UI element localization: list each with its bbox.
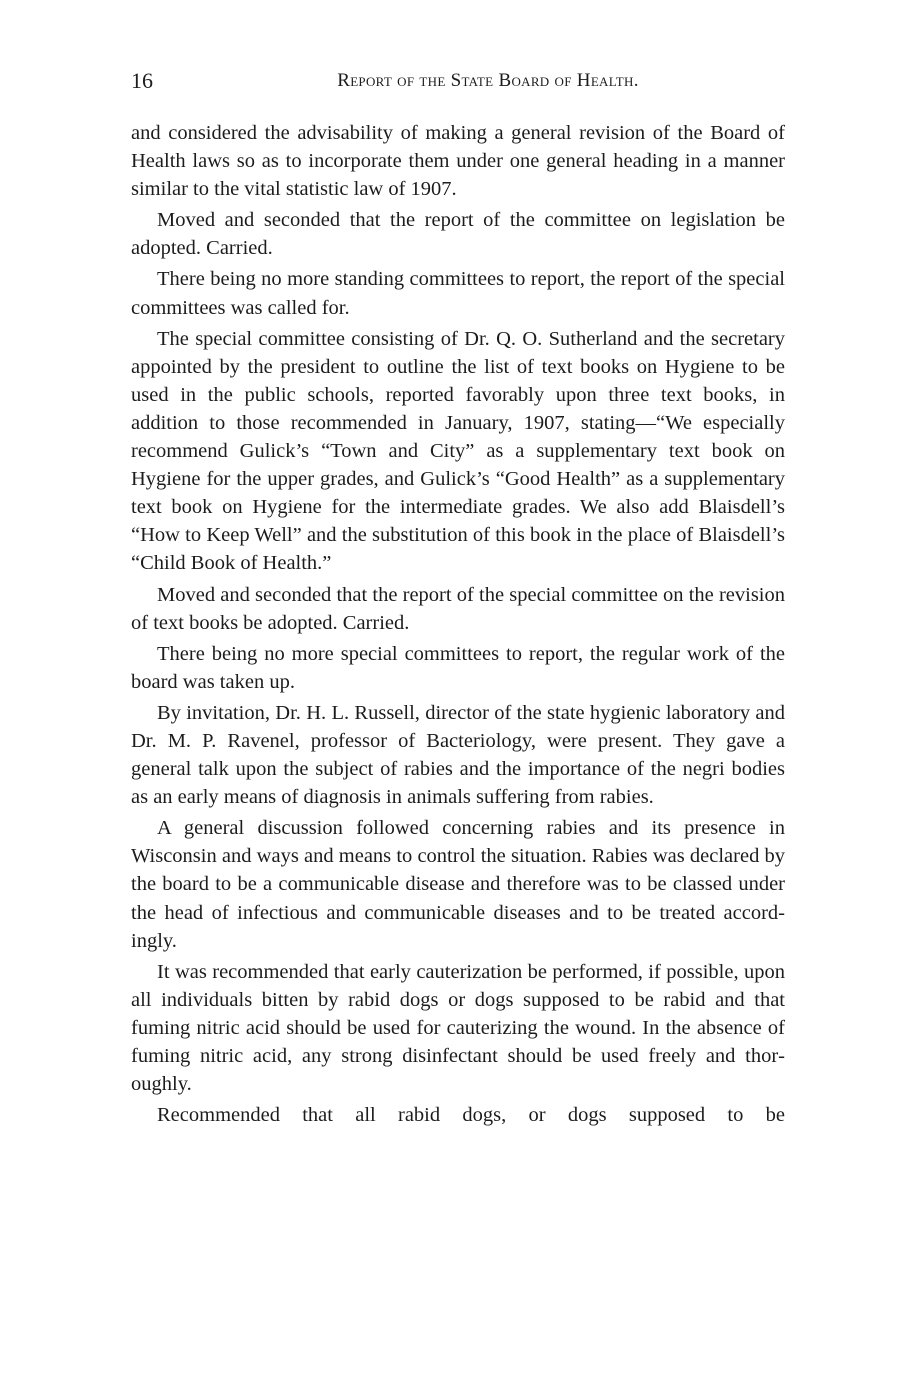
paragraph-text-books-motion: Moved and seconded that the report of the special committee on the revision of text books be adopted. Carried. <box>131 583 785 634</box>
running-head <box>131 68 785 98</box>
paragraph-legislation-motion: Moved and seconded that the report of the committee on legislation be adopted. Carried. <box>131 209 785 260</box>
running-title: Report of the State Board of Health. <box>337 70 639 91</box>
paragraph-rabies-discussion: A general discussion followed concerning rabies and its presence in Wisconsin and ways and means to control the situation. Rabies was declared by the board to be a communicable disease and therefore was to be classed under the head of infectious and communicable diseases and to be treated accordingly. <box>131 817 785 952</box>
paragraph-special-committees-called: There being no more standing committees to report, the report of the special committees was called for. <box>131 268 785 319</box>
page-number: 16 <box>131 68 153 93</box>
paragraph-revision-of-laws: and considered the advisability of making a general revision of the Board of Health laws so as to incorporate them under one general heading in a manner similar to the vital statistic law of 1907. <box>131 122 785 201</box>
paragraph-text-books-committee: The special committee consisting of Dr. Q. O. Sutherland and the secretary appointed by the president to outline the list of text books on Hygiene to be used in the public schools, reported favorably upon three text books, in addition to those recommended in January, 1907, stating—“We especially recommend Gulick’s “Town and City” as a supplementary text book on Hygiene for the upper grades, and Gulick’s “Good Health” as a supplementary text book on Hygiene for the intermediate grades. We also add Blaisdell’s “How to Keep Well” and the substitution of this book in the place of Blaisdell’s “Child Book of Health.” <box>131 327 785 575</box>
paragraph-invitation-rabies-talk: By invitation, Dr. H. L. Russell, director of the state hygienic laboratory and Dr. M. P. Ravenel, professor of Bacteriology, were present. They gave a general talk upon the subject of rabies and the importance of the negri bodies as an early means of diagnosis in animals suffering from rabies. <box>131 701 785 809</box>
paragraph-rabid-dogs: Recommended that all rabid dogs, or dogs supposed to be <box>157 1104 785 1127</box>
paragraph-regular-work: There being no more special committees to report, the regular work of the board was taken up. <box>131 642 785 693</box>
paragraph-cauterization: It was recommended that early cauterization be performed, if possible, upon all individuals bitten by rabid dogs or dogs supposed to be rabid and that fuming nitric acid should be used for cauterizing the wound. In the absence of fuming nitric acid, any strong disinfectant should be used freely and thoroughly. <box>131 960 785 1096</box>
body-text <box>131 119 785 1129</box>
